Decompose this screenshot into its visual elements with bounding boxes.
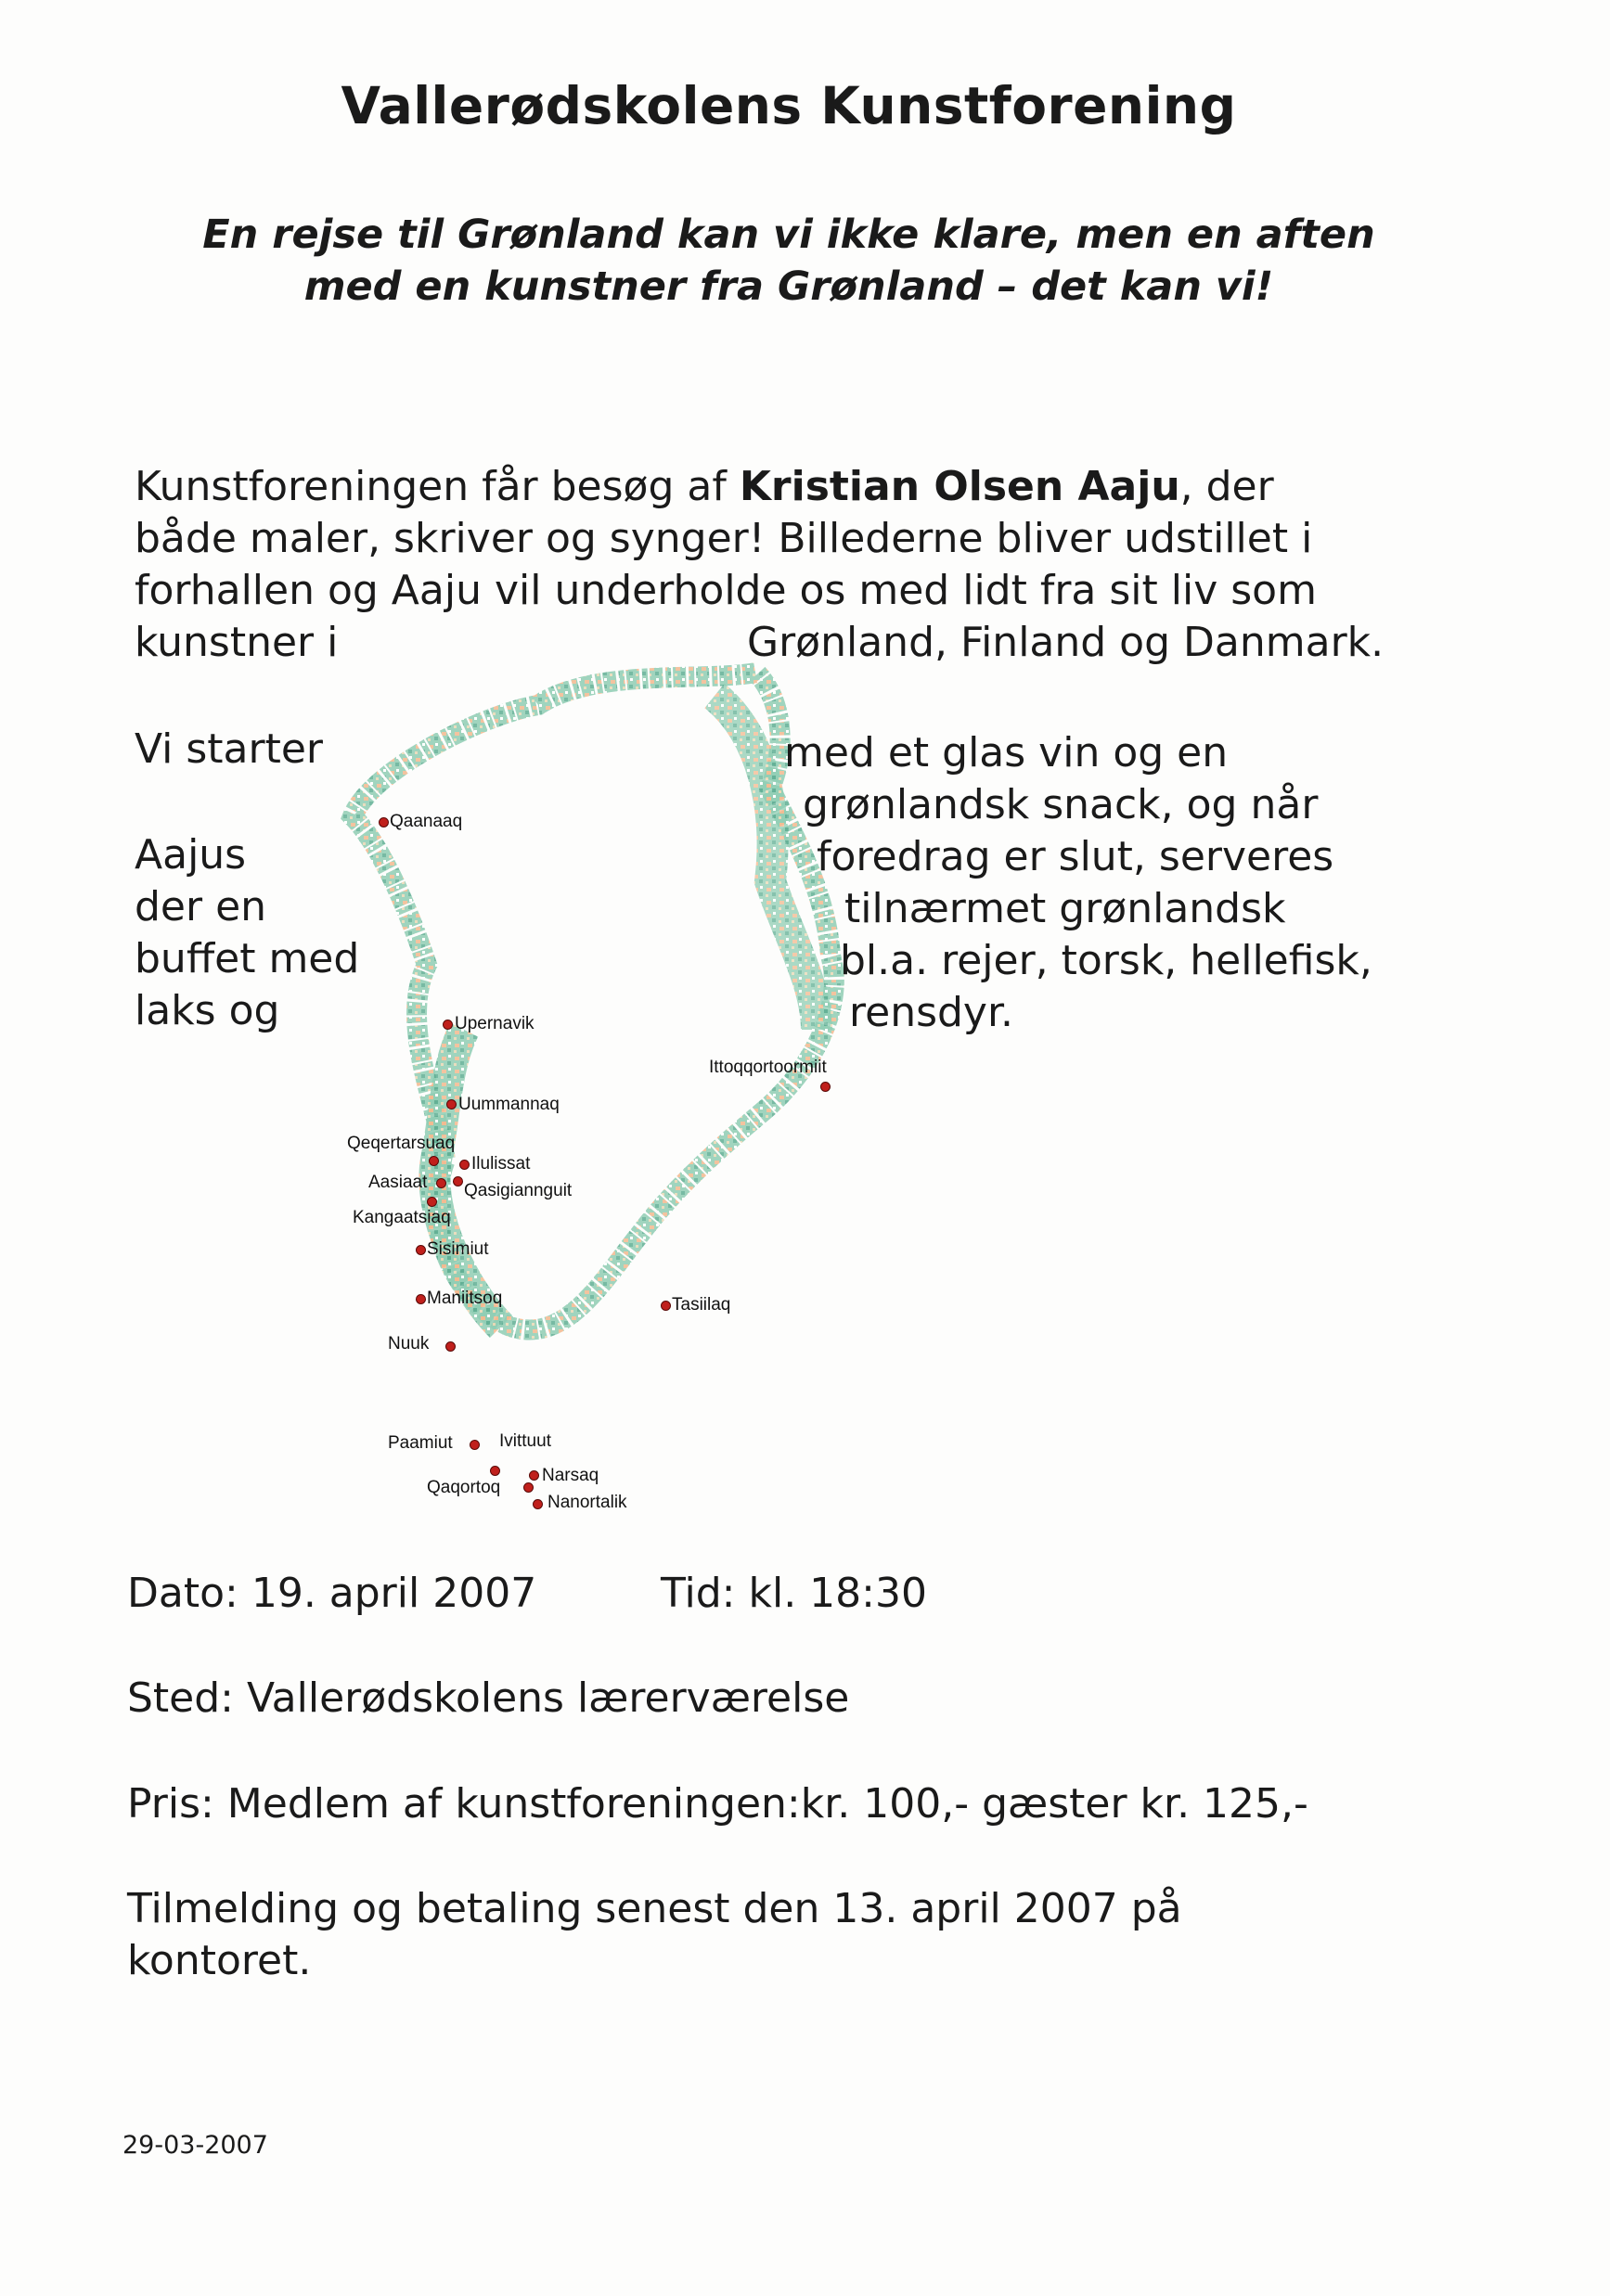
intro-line-4-right: Grønland, Finland og Danmark. [747, 619, 1385, 666]
town-dot-icon [523, 1482, 534, 1493]
intro-text: Kunstforeningen får besøg af [135, 463, 740, 510]
town-label-sisimiut: Sisimiut [427, 1239, 489, 1259]
town-label-qeqertarsuaq: Qeqertarsuaq [347, 1134, 456, 1153]
town-label-nuuk: Nuuk [388, 1334, 430, 1353]
town-dot-icon [459, 1160, 470, 1170]
town-dot-icon [429, 1156, 439, 1166]
wrap-left-1: Vi starter [135, 725, 323, 773]
event-place: Sted: Vallerødskolens lærerværelse [127, 1674, 850, 1722]
town-label-tasiilaq: Tasiilaq [672, 1295, 731, 1315]
town-dot-icon [416, 1294, 426, 1304]
town-dot-icon [436, 1178, 446, 1188]
town-label-uummannaq: Uummannaq [458, 1095, 560, 1114]
town-label-upernavik: Upernavik [455, 1014, 535, 1033]
town-dot-icon [820, 1082, 831, 1092]
town-label-qaanaaq: Qaanaaq [390, 812, 463, 831]
town-label-maniitsoq: Maniitsoq [427, 1289, 503, 1308]
town-dot-icon [533, 1499, 543, 1509]
wrap-left-3: der en [135, 883, 267, 930]
town-dot-icon [445, 1341, 456, 1352]
artist-name: Kristian Olsen Aaju [739, 463, 1180, 510]
signup-line-1: Tilmelding og betaling senest den 13. april 2007 på [127, 1885, 1182, 1932]
town-label-qasigiannguit: Qasigiannguit [464, 1181, 573, 1200]
intro-text: , der [1179, 463, 1274, 510]
subtitle-line-1: En rejse til Grønland kan vi ikke klare, men en aften [202, 212, 1375, 258]
intro-line-4-left: kunstner i [135, 619, 339, 666]
town-label-ilulissat: Ilulissat [471, 1154, 531, 1174]
wrap-right-3: foredrag er slut, serveres [817, 833, 1334, 880]
town-dot-icon [427, 1197, 437, 1207]
subtitle-line-2: med en kunstner fra Grønland – det kan vi! [303, 263, 1274, 310]
intro-line-1 [135, 461, 1274, 513]
wrap-left-4: buffet med [135, 935, 360, 982]
town-dot-icon [529, 1470, 539, 1481]
event-time: Tid: kl. 18:30 [661, 1570, 927, 1617]
intro-line-2: både maler, skriver og synger! Billederne bliver udstillet i [135, 515, 1313, 562]
town-dot-icon [453, 1176, 463, 1186]
wrap-right-1: med et glas vin og en [784, 729, 1229, 776]
town-dot-icon [446, 1099, 457, 1110]
page-title: Vallerødskolens Kunstforening [341, 76, 1237, 135]
event-date: Dato: 19. april 2007 [127, 1570, 537, 1617]
town-dot-icon [379, 817, 389, 827]
town-label-ittoqqortoormiit: Ittoqqortoormiit [709, 1058, 827, 1077]
wrap-left-5: laks og [135, 987, 280, 1034]
town-label-nanortalik: Nanortalik [547, 1493, 627, 1512]
town-dot-icon [470, 1440, 480, 1450]
wrap-right-2: grønlandsk snack, og når [803, 781, 1319, 828]
town-label-kangaatsiaq: Kangaatsiaq [353, 1208, 451, 1227]
town-dot-icon [490, 1466, 500, 1476]
town-dot-icon [443, 1020, 453, 1030]
wrap-right-5: bl.a. rejer, torsk, hellefisk, [840, 937, 1372, 984]
town-label-paamiut: Paamiut [388, 1433, 453, 1453]
wrap-right-6: rensdyr. [849, 989, 1014, 1036]
event-price: Pris: Medlem af kunstforeningen:kr. 100,- gæster kr. 125,- [127, 1780, 1308, 1828]
signup-line-2: kontoret. [127, 1937, 312, 1984]
town-label-ivittuut: Ivittuut [499, 1431, 551, 1451]
town-dot-icon [661, 1301, 671, 1311]
intro-line-3: forhallen og Aaju vil underholde os med lidt fra sit liv som [135, 567, 1317, 614]
town-label-narsaq: Narsaq [542, 1466, 599, 1485]
document-date: 29-03-2007 [122, 2131, 268, 2160]
wrap-right-4: tilnærmet grønlandsk [844, 885, 1286, 932]
town-label-qaqortoq: Qaqortoq [427, 1478, 501, 1497]
town-dot-icon [416, 1245, 426, 1255]
wrap-left-2: Aajus [135, 831, 247, 879]
town-label-aasiaat: Aasiaat [368, 1173, 428, 1192]
